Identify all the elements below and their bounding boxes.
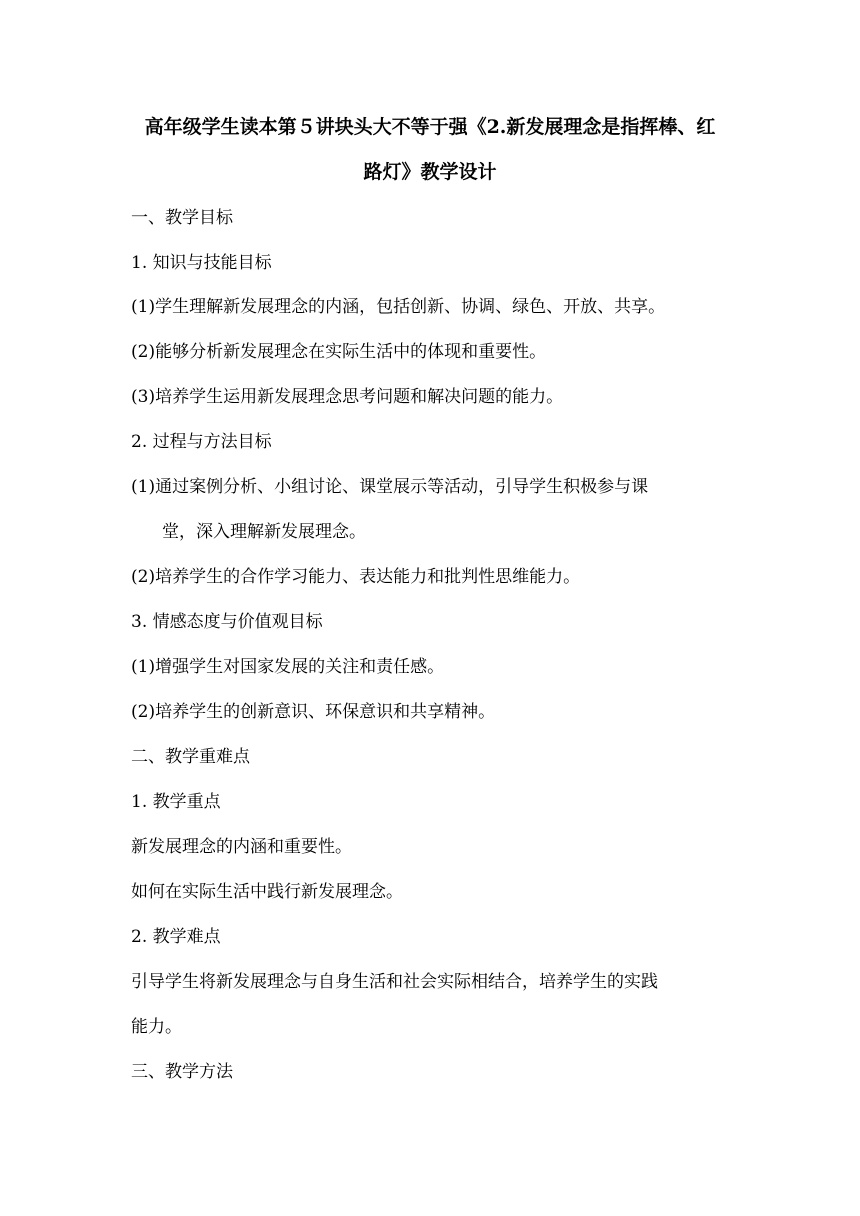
- list-item: (1)增强学生对国家发展的关注和责任感。: [131, 657, 445, 677]
- list-item: (1)学生理解新发展理念的内涵，包括创新、协调、绿色、开放、共享。: [131, 297, 666, 317]
- list-item: (2)培养学生的合作学习能力、表达能力和批判性思维能力。: [131, 567, 581, 587]
- list-item: (2)培养学生的创新意识、环保意识和共享精神。: [131, 702, 496, 722]
- section-heading-key-points: 二、教学重难点: [131, 747, 250, 767]
- paragraph: 如何在实际生活中践行新发展理念。: [131, 882, 403, 902]
- subheading-attitude-values: 3. 情感态度与价值观目标: [131, 612, 323, 632]
- subheading-knowledge-skills: 1. 知识与技能目标: [131, 253, 272, 273]
- section-heading-methods: 三、教学方法: [131, 1062, 233, 1082]
- list-item: (1)通过案例分析、小组讨论、课堂展示等活动，引导学生积极参与课: [131, 477, 649, 497]
- subheading-key-point: 1. 教学重点: [131, 792, 221, 812]
- paragraph: 新发展理念的内涵和重要性。: [131, 837, 352, 857]
- subheading-difficult-point: 2. 教学难点: [131, 927, 221, 947]
- subheading-process-methods: 2. 过程与方法目标: [131, 432, 272, 452]
- list-item-continuation: 堂，深入理解新发展理念。: [162, 522, 366, 542]
- paragraph: 引导学生将新发展理念与自身生活和社会实际相结合，培养学生的实践: [131, 972, 658, 992]
- section-heading-objectives: 一、教学目标: [131, 208, 233, 228]
- list-item: (3)培养学生运用新发展理念思考问题和解决问题的能力。: [131, 387, 564, 407]
- document-title-line-2: 路灯》教学设计: [363, 161, 497, 183]
- paragraph-continuation: 能力。: [131, 1017, 182, 1037]
- list-item: (2)能够分析新发展理念在实际生活中的体现和重要性。: [131, 342, 547, 362]
- document-title-line-1: 高年级学生读本第５讲块头大不等于强《2.新发展理念是指挥棒、红: [144, 116, 716, 138]
